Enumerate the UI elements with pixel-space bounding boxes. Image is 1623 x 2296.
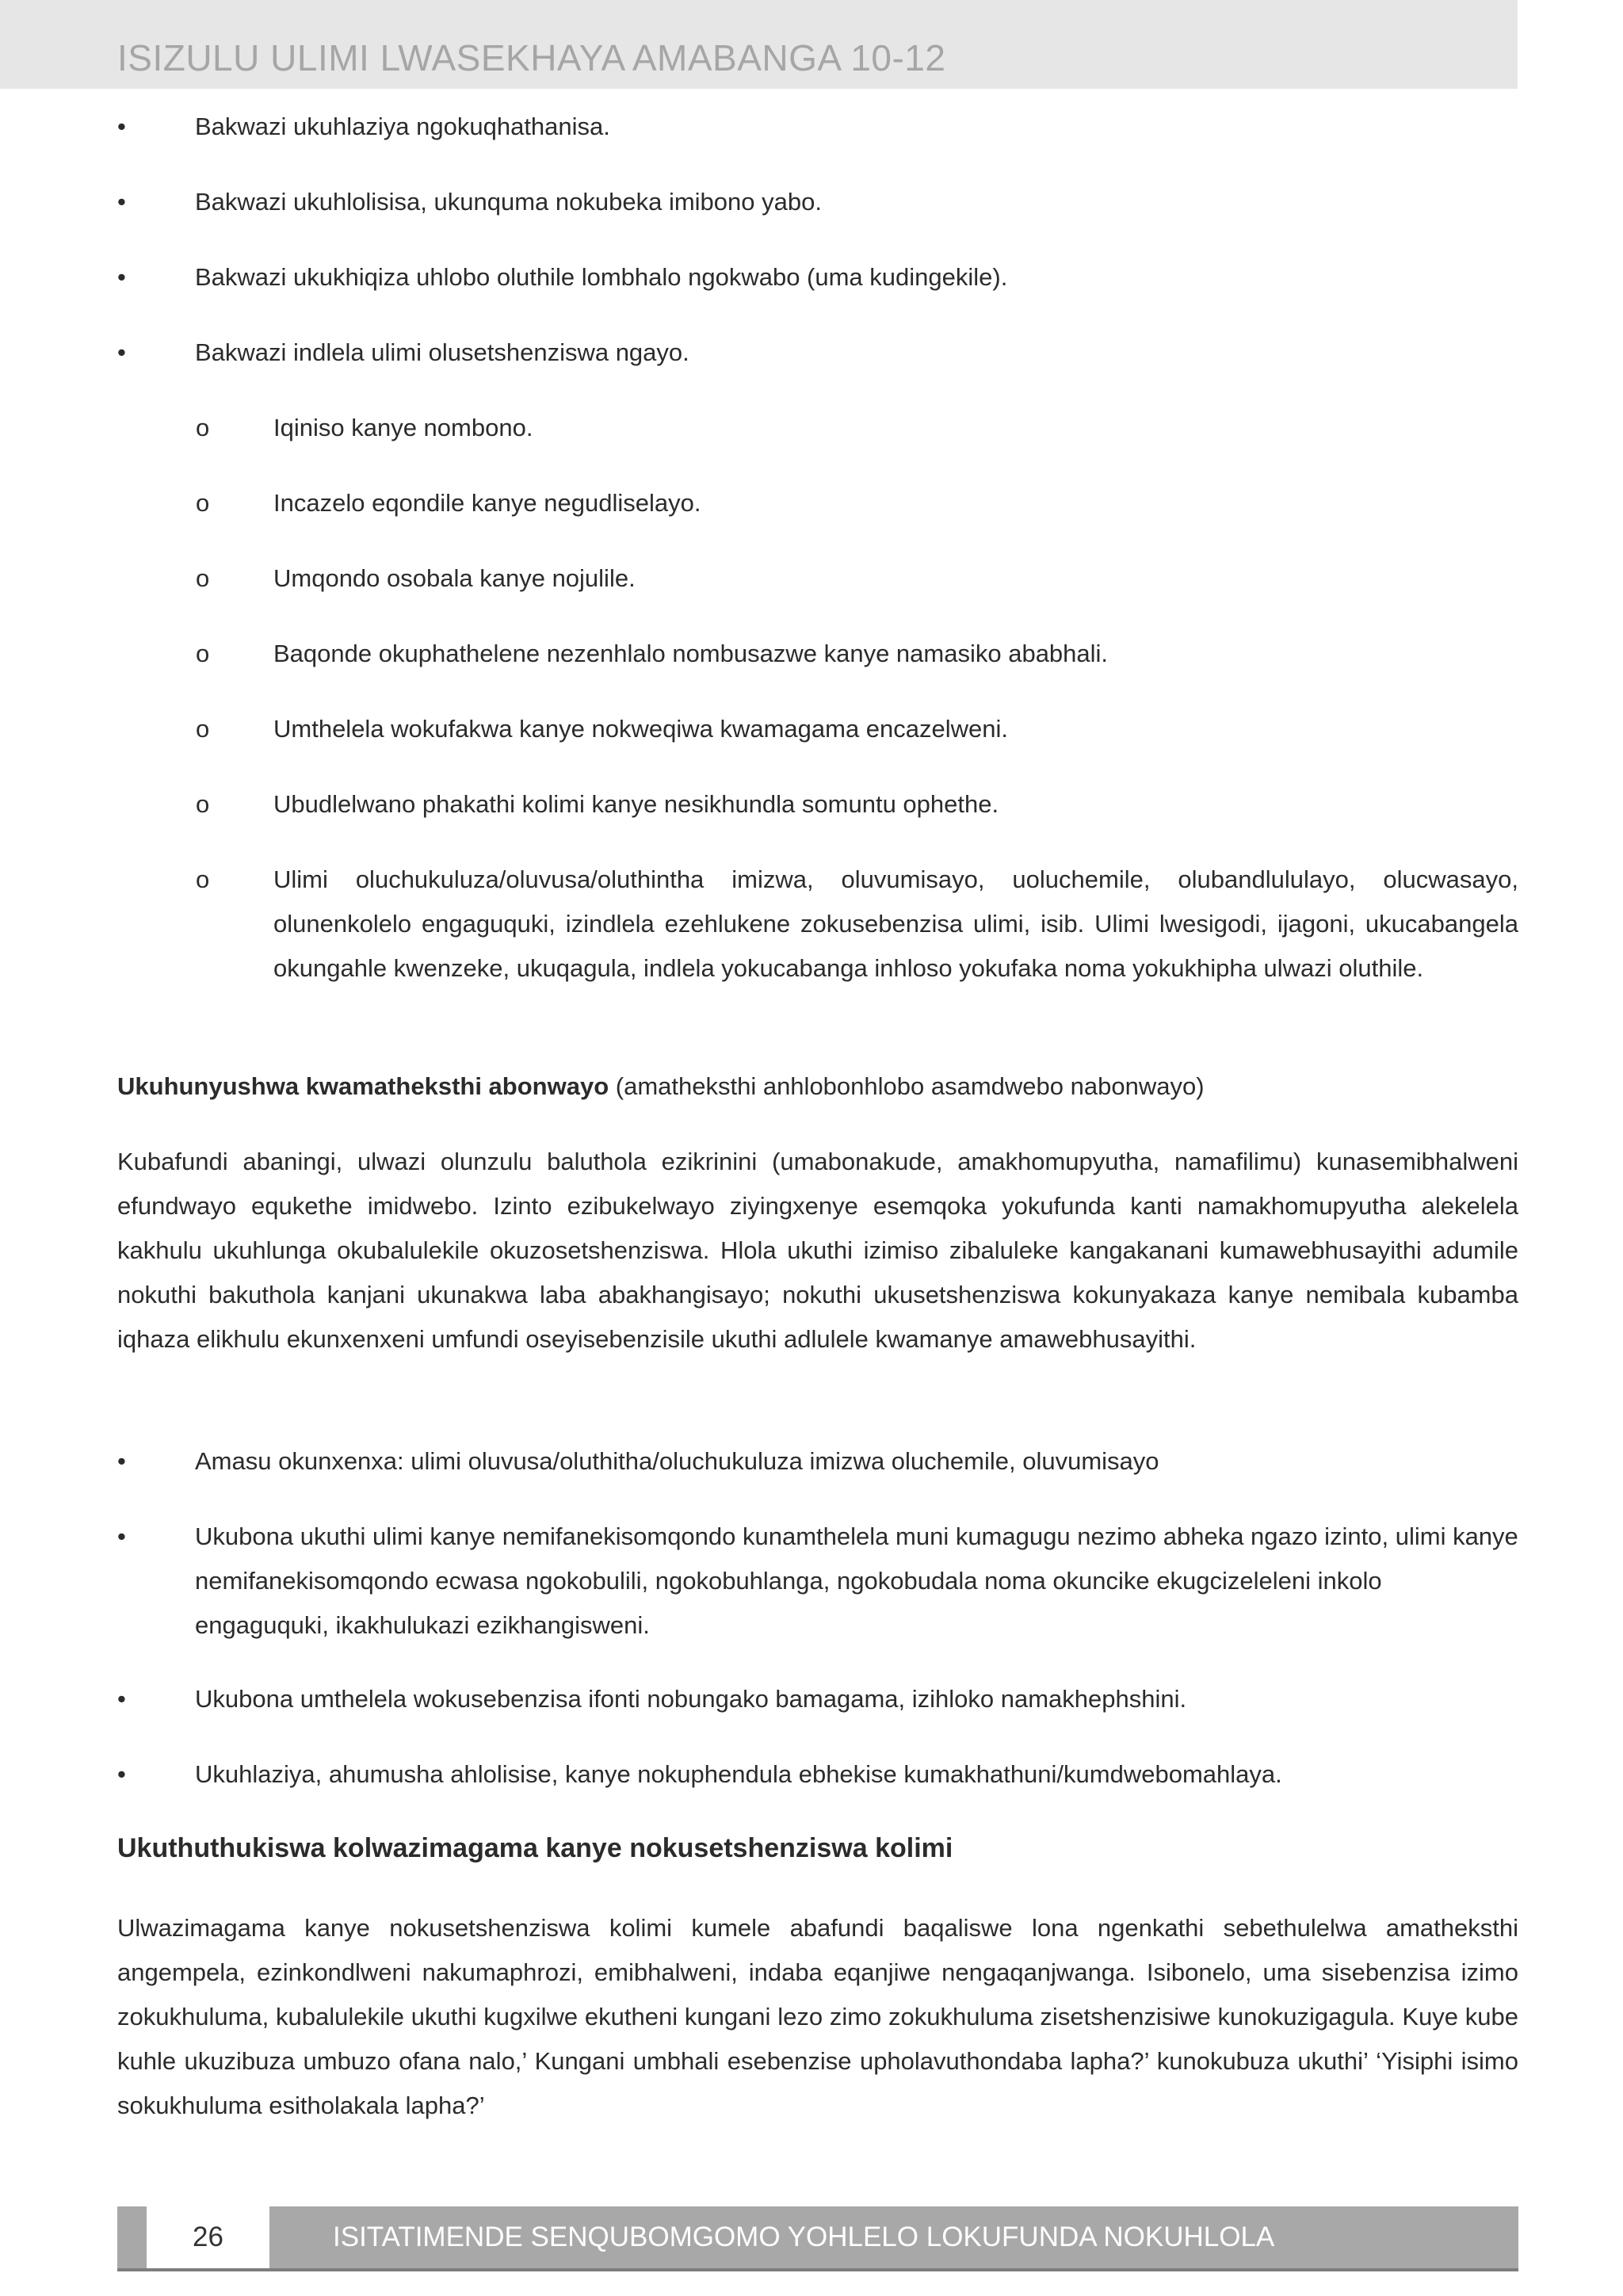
sub-marker: o <box>196 715 210 743</box>
heading-bold: Ukuhunyushwa kwamatheksthi abonwayo <box>117 1072 609 1100</box>
sub-item-text: Incazelo eqondile kanye negudliselayo. <box>273 489 701 517</box>
bullet-marker: • <box>117 1685 126 1713</box>
section-heading-vocabulary: Ukuthuthukiswa kolwazimagama kanye nokusetshenziswa kolimi <box>117 1833 953 1863</box>
footer-rule <box>117 2268 1518 2271</box>
bullet-text: Amasu okunxenxa: ulimi oluvusa/oluthitha/oluchukuluza imizwa oluchemile, oluvumisayo <box>195 1447 1159 1475</box>
sub-item-text: Iqiniso kanye nombono. <box>273 414 533 441</box>
sub-item-text: Umqondo osobala kanye nojulile. <box>273 564 636 592</box>
heading-rest: (amatheksthi anhlobonhlobo asamdwebo nabonwayo) <box>609 1072 1205 1100</box>
sub-item-text: Umthelela wokufakwa kanye nokweqiwa kwamagama encazelweni. <box>273 715 1009 743</box>
bullet-text: Ukubona ukuthi ulimi kanye nemifanekisomqondo kunamthelela muni kumagugu nezimo abheka ngazo izinto, ulimi kanye nemifanekisomqondo ecwasa ngokobulili, ngokobuhlanga, ngokobudala noma okuncike ekugcizeleleni inkolo engaguquki, ikakhulukazi ezikhangisweni. <box>195 1522 1518 1639</box>
bullet-marker: • <box>117 338 126 366</box>
bullet-marker: • <box>117 263 126 291</box>
sub-item-text: Ulimi oluchukuluza/oluvusa/oluthintha imizwa, oluvumisayo, uoluchemile, olubandlululayo, olucwasayo, olunenkolelo engaguquki, izindlela ezehlukene zokusebenzisa ulimi, isib. Ulimi lwesigodi, ijagoni, ukucabangela okungahle kwenzeke, ukuqagula, indlela yokucabanga inhloso yokufaka noma yokukhipha ulwazi oluthile. <box>273 865 1518 982</box>
page-number: 26 <box>147 2206 269 2268</box>
sub-marker: o <box>196 564 210 592</box>
bullet-marker: • <box>117 113 126 140</box>
bullet-marker: • <box>117 1447 126 1475</box>
bullet-text: Bakwazi ukukhiqiza uhlobo oluthile lombhalo ngokwabo (uma kudingekile). <box>195 263 1008 291</box>
sub-marker: o <box>196 414 210 441</box>
bullet-marker: • <box>117 188 126 216</box>
bullet-text: Bakwazi ukuhlaziya ngokuqhathanisa. <box>195 113 610 140</box>
bullet-text: Ukuhlaziya, ahumusha ahlolisise, kanye nokuphendula ebhekise kumakhathuni/kumdwebomahlaya. <box>195 1760 1282 1788</box>
sub-marker: o <box>196 489 210 517</box>
sub-marker: o <box>196 790 210 818</box>
sub-item-text: Ubudlelwano phakathi kolimi kanye nesikhundla somuntu ophethe. <box>273 790 999 818</box>
running-header: ISIZULU ULIMI LWASEKHAYA AMABANGA 10-12 <box>117 37 946 78</box>
sub-marker: o <box>196 865 210 893</box>
bullet-marker: • <box>117 1522 126 1550</box>
bullet-text: Ukubona umthelela wokusebenzisa ifonti nobungako bamagama, izihloko namakhephshini. <box>195 1685 1187 1713</box>
bullet-marker: • <box>117 1760 126 1788</box>
bullet-text: Bakwazi indlela ulimi olusetshenziswa ngayo. <box>195 338 689 366</box>
paragraph: Ulwazimagama kanye nokusetshenziswa kolimi kumele abafundi baqaliswe lona ngenkathi sebethulelwa amatheksthi angempela, ezinkondlweni nakumaphrozi, emibhalweni, indaba eqanjiwe nengaqanjwanga. Isibonelo, uma sisebenzisa izimo zokukhuluma, kubalulekile ukuthi kugxilwe ekutheni kungani lezo zimo zokukhuluma zisetshenzisiwe kunokuzigagula. Kuye kube kuhle ukuzibuza umbuzo ofana nalo,’ Kungani umbhali esebenzise upholavuthondaba lapha?’ kunokubuza ukuthi’ ‘Yisiphi isimo sokukhuluma esitholakala lapha?’ <box>117 1914 1518 2119</box>
footer-title: ISITATIMENDE SENQUBOMGOMO YOHLELO LOKUFUNDA NOKUHLOLA <box>333 2222 1275 2252</box>
bullet-text: Bakwazi ukuhlolisisa, ukunquma nokubeka imibono yabo. <box>195 188 822 216</box>
sub-marker: o <box>196 640 210 667</box>
sub-item-text: Baqonde okuphathelene nezenhlalo nombusazwe kanye namasiko ababhali. <box>273 640 1109 667</box>
paragraph: Kubafundi abaningi, ulwazi olunzulu baluthola ezikrinini (umabonakude, amakhomupyutha, namafilimu) kunasemibhalweni efundwayo equkethe imidwebo. Izinto ezibukelwayo ziyingxenye esemqoka yokufunda kanti namakhomupyutha alekelela kakhulu ukuhlunga okubalulekile okuzosetshenziswa. Hlola ukuthi izimiso zibaluleke kangakanani kumawebhusayithi adumile nokuthi bakuthola kanjani ukunakwa laba abakhangisayo; nokuthi ukusetshenziswa kokunyakaza kanye nemibala kubamba iqhaza elikhulu ekunxenxeni umfundi oseyisebenzisile ukuthi adlulele kwamanye amawebhusayithi. <box>117 1148 1518 1353</box>
section-heading-visual-texts <box>117 1064 1205 1109</box>
